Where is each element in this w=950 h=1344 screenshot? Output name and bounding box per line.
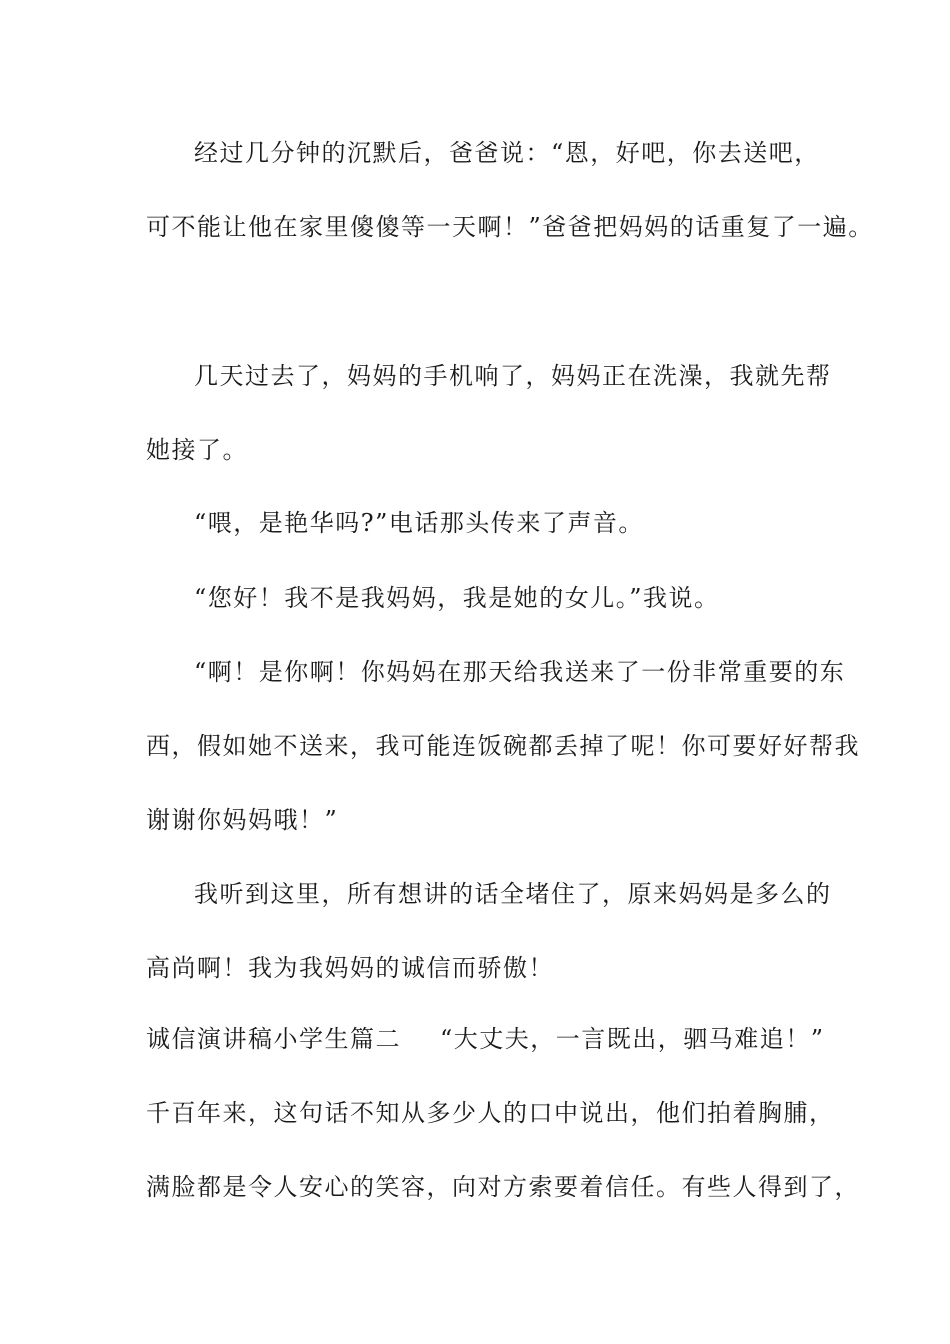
section-heading: 诚信演讲稿小学生篇二 — [146, 1025, 401, 1053]
paragraph-line: “您好！我不是我妈妈，我是她的女儿。”我说。 — [194, 584, 720, 612]
paragraph-line: “喂，是艳华吗?”电话那头传来了声音。 — [194, 509, 644, 537]
paragraph-line: 谢谢你妈妈哦！” — [146, 806, 339, 834]
paragraph-line: “啊！是你啊！你妈妈在那天给我送来了一份非常重要的东 — [194, 658, 846, 686]
paragraph-line: 她接了。 — [146, 436, 248, 464]
paragraph-line: 高尚啊！我为我妈妈的诚信而骄傲！ — [146, 954, 554, 982]
paragraph-line: 几天过去了，妈妈的手机响了，妈妈正在洗澡，我就先帮 — [194, 362, 832, 390]
paragraph-line: 千百年来，这句话不知从多少人的口中说出，他们拍着胸脯， — [146, 1099, 835, 1127]
paragraph-line: 我听到这里，所有想讲的话全堵住了，原来妈妈是多么的 — [194, 880, 832, 908]
paragraph-line: 西，假如她不送来，我可能连饭碗都丢掉了呢！你可要好好帮我 — [146, 732, 860, 760]
paragraph-line: 可不能让他在家里傻傻等一天啊！”爸爸把妈妈的话重复了一遍。 — [146, 213, 874, 241]
paragraph-line: “大丈夫，一言既出，驷马难追！” — [440, 1025, 825, 1053]
paragraph-line: 满脸都是令人安心的笑容，向对方索要着信任。有些人得到了， — [146, 1173, 860, 1201]
paragraph-line: 经过几分钟的沉默后，爸爸说：“恩，好吧，你去送吧， — [194, 139, 820, 167]
